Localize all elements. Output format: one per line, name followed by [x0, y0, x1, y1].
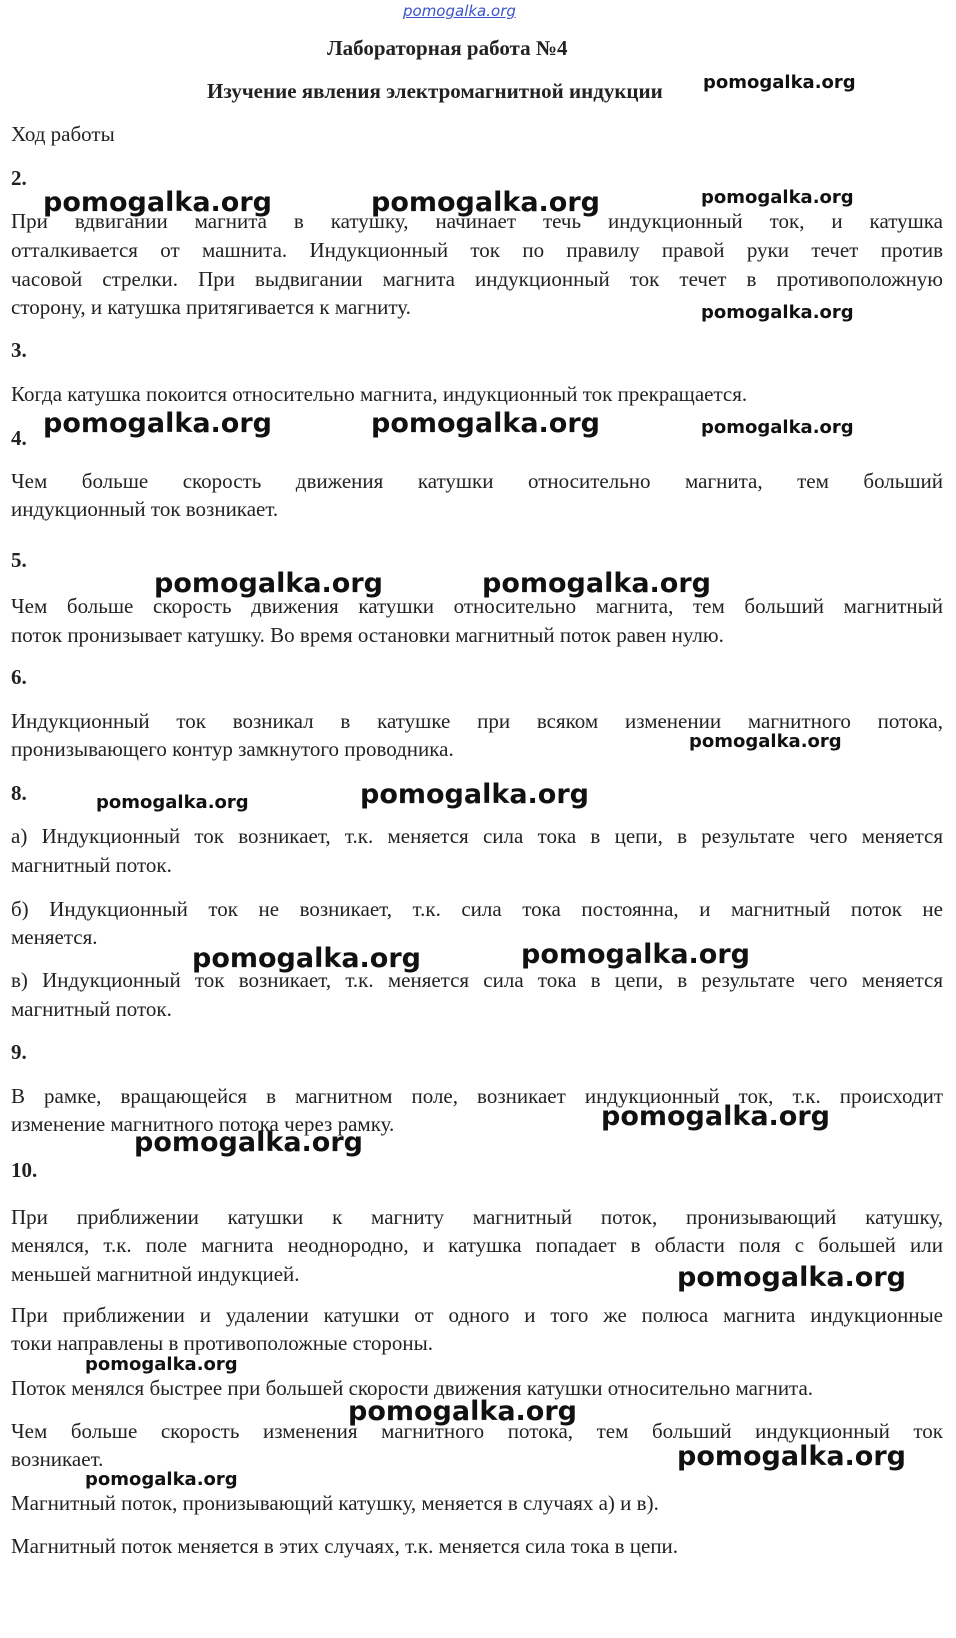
section-number: 2.	[11, 166, 27, 190]
paragraph-line: сторону, и катушка притягивается к магниту.	[11, 295, 411, 319]
intro-heading: Ход работы	[11, 122, 115, 146]
watermark: pomogalka.org	[43, 408, 272, 439]
paragraph-line: При приближении и удалении катушки от одного и того же полюса магнита индукционные	[11, 1303, 943, 1327]
watermark: pomogalka.org	[703, 72, 856, 93]
paragraph-line: Магнитный поток меняется в этих случаях, т.к. меняется сила тока в цепи.	[11, 1534, 679, 1558]
paragraph-line: При вдвигании магнита в катушку, начинает течь индукционный ток, и катушка	[11, 209, 943, 233]
paragraph-line: пронизывающего контур замкнутого проводника.	[11, 737, 454, 761]
watermark: pomogalka.org	[371, 187, 600, 218]
paragraph-line: В рамке, вращающейся в магнитном поле, возникает индукционный ток, т.к. происходит	[11, 1084, 943, 1108]
section-number: 3.	[11, 338, 27, 362]
paragraph-line: в) Индукционный ток возникает, т.к. меняется сила тока в цепи, в результате чего меняется	[11, 968, 943, 992]
watermark: pomogalka.org	[348, 1396, 577, 1427]
paragraph-line: индукционный ток возникает.	[11, 497, 279, 521]
paragraph-line: При приближении катушки к магниту магнитный поток, пронизывающий катушку,	[11, 1205, 943, 1229]
paragraph-line: изменение магнитного потока через рамку.	[11, 1112, 395, 1136]
paragraph-line: магнитный поток.	[11, 853, 172, 877]
watermark: pomogalka.org	[601, 1101, 830, 1132]
section-number: 5.	[11, 548, 27, 572]
paragraph-line: меньшей магнитной индукцией.	[11, 1262, 300, 1286]
paragraph-line: б) Индукционный ток не возникает, т.к. сила тока постоянна, и магнитный поток не	[11, 897, 943, 921]
page-subtitle: Изучение явления электромагнитной индукции	[207, 79, 663, 103]
paragraph-line: Когда катушка покоится относительно магнита, индукционный ток прекращается.	[11, 382, 748, 406]
paragraph-line: отталкивается от машнита. Индукционный ток по правилу правой руки течет против	[11, 238, 943, 262]
paragraph-line: Поток менялся быстрее при большей скорости движения катушки относительно магнита.	[11, 1376, 814, 1400]
paragraph-line: токи направлены в противоположные стороны.	[11, 1331, 433, 1355]
watermark: pomogalka.org	[701, 417, 854, 438]
watermark: pomogalka.org	[482, 568, 711, 599]
watermark: pomogalka.org	[677, 1262, 906, 1293]
section-number: 8.	[11, 781, 27, 805]
paragraph-line: поток пронизывает катушку. Во время остановки магнитный поток равен нулю.	[11, 623, 724, 647]
section-number: 10.	[11, 1158, 38, 1182]
paragraph-line: магнитный поток.	[11, 997, 172, 1021]
page-title: Лабораторная работа №4	[327, 36, 568, 60]
section-number: 6.	[11, 665, 27, 689]
watermark: pomogalka.org	[134, 1127, 363, 1158]
paragraph-line: Чем больше скорость изменения магнитного потока, тем больший индукционный ток	[11, 1419, 943, 1443]
watermark: pomogalka.org	[701, 302, 854, 323]
paragraph-line: Чем больше скорость движения катушки относительно магнита, тем больший магнитный	[11, 594, 943, 618]
paragraph-line: меняется.	[11, 925, 98, 949]
site-link[interactable]: pomogalka.org	[403, 2, 516, 20]
paragraph-line: Индукционный ток возникал в катушке при всяком изменении магнитного потока,	[11, 709, 943, 733]
paragraph-line: возникает.	[11, 1447, 104, 1471]
section-number: 4.	[11, 426, 27, 450]
watermark: pomogalka.org	[154, 568, 383, 599]
paragraph-line: часовой стрелки. При выдвигании магнита индукционный ток течет в противоположную	[11, 267, 943, 291]
watermark: pomogalka.org	[85, 1354, 238, 1375]
paragraph-line: Чем больше скорость движения катушки относительно магнита, тем больший	[11, 469, 943, 493]
watermark: pomogalka.org	[689, 731, 842, 752]
watermark: pomogalka.org	[677, 1441, 906, 1472]
paragraph-line: менялся, т.к. поле магнита неоднородно, и катушка попадает в области поля с большей или	[11, 1233, 943, 1257]
watermark: pomogalka.org	[360, 779, 589, 810]
watermark: pomogalka.org	[371, 408, 600, 439]
watermark: pomogalka.org	[701, 187, 854, 208]
paragraph-line: Магнитный поток, пронизывающий катушку, меняется в случаях а) и в).	[11, 1491, 659, 1515]
watermark: pomogalka.org	[96, 792, 249, 813]
watermark: pomogalka.org	[192, 943, 421, 974]
watermark: pomogalka.org	[85, 1469, 238, 1490]
section-number: 9.	[11, 1040, 27, 1064]
watermark: pomogalka.org	[521, 939, 750, 970]
watermark: pomogalka.org	[43, 187, 272, 218]
paragraph-line: а) Индукционный ток возникает, т.к. меняется сила тока в цепи, в результате чего меняется	[11, 824, 943, 848]
